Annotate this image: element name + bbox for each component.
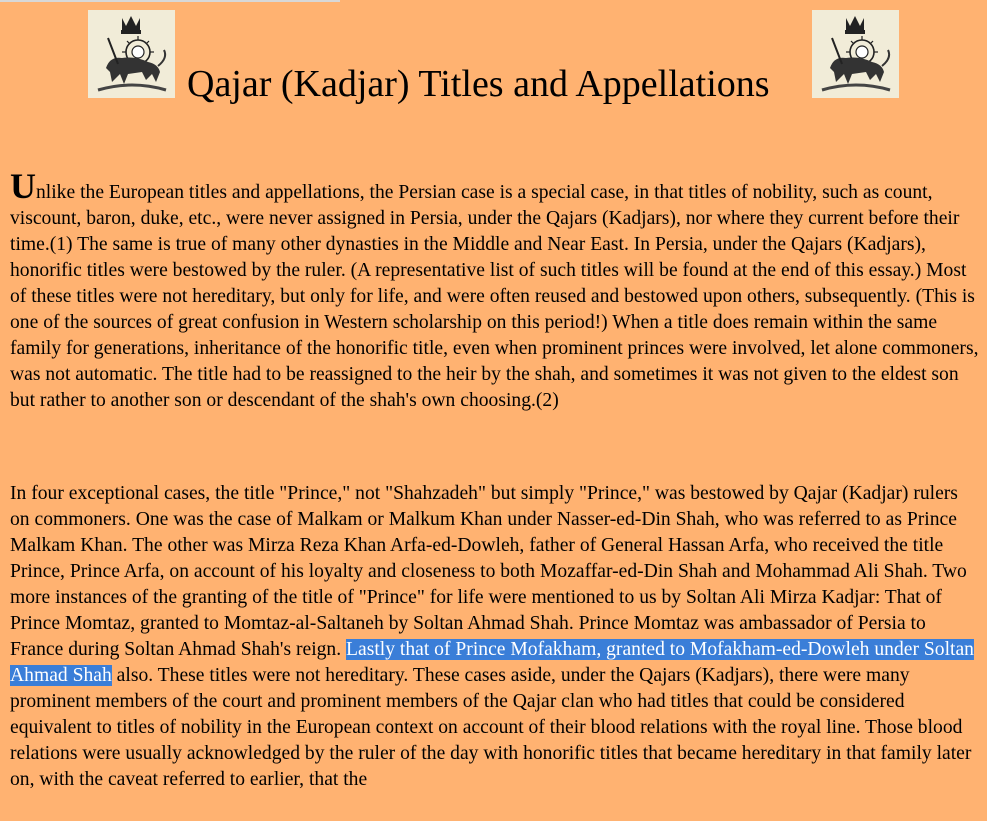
lion-and-sun-emblem-left <box>88 10 175 98</box>
intro-paragraph <box>10 166 980 414</box>
lion-and-sun-icon <box>88 10 175 98</box>
selected-text[interactable]: Lastly that of Prince Mofakham, granted to Mofakham-ed-Dowleh under Soltan Ahmad Shah <box>10 639 974 686</box>
paragraph-text-before-selection: In four exceptional cases, the title "Prince," not "Shahzadeh" but simply "Prince," was bestowed by Qajar (Kadjar) rulers on commoners. One was the case of Malkam or Malkum Khan under Nasser-ed-Din Shah, who was referred to as Prince Malkam Khan. The other was Mirza Reza Khan Arfa-ed-Dowleh, father of General Hassan Arfa, who received the title Prince, Prince Arfa, on account of his loyalty and closeness to both Mozaffar-ed-Din Shah and Mohammad Ali Shah. Two more instances of the granting of the title of "Prince" for life were mentioned to us by Soltan Ali Mirza Kadjar: That of Prince Momtaz, granted to Momtaz-al-Saltaneh by Soltan Ahmad Shah. Prince Momtaz was ambassador of Persia to France during Soltan Ahmad Shah's reign. <box>10 483 967 660</box>
exceptional-cases-paragraph <box>10 481 980 793</box>
lion-and-sun-icon <box>812 10 899 98</box>
lion-and-sun-emblem-right <box>812 10 899 98</box>
page-title: Qajar (Kadjar) Titles and Appellations <box>187 63 770 105</box>
intro-paragraph-text: nlike the European titles and appellations, the Persian case is a special case, in that titles of nobility, such as count, viscount, baron, duke, etc., were never assigned in Persia, under the Qajars (Kadjars), nor where they current before their time.(1) The same is true of many other dynasties in the Middle and Near East. In Persia, under the Qajars (Kadjars), honorific titles were bestowed by the ruler. (A representative list of such titles will be found at the end of this essay.) Most of these titles were not hereditary, but only for life, and were often reused and bestowed upon others, subsequently. (This is one of the sources of great confusion in Western scholarship on this period!) When a title does remain within the same family for generations, inheritance of the honorific title, even when prominent princes were involved, let alone commoners, was not automatic. The title had to be reassigned to the heir by the shah, and sometimes it was not given to the eldest son but rather to another son or descendant of the shah's own choosing.(2) <box>10 182 979 411</box>
top-divider <box>0 0 340 2</box>
paragraph-text-after-selection: also. These titles were not hereditary. These cases aside, under the Qajars (Kadjars), there were many prominent members of the court and prominent members of the Qajar clan who had titles that could be considered equivalent to titles of nobility in the European context on account of their blood relations with the royal line. Those blood relations were usually acknowledged by the ruler of the day with honorific titles that became hereditary in that family later on, with the caveat referred to earlier, that the <box>10 665 972 790</box>
drop-cap: U <box>10 166 36 206</box>
